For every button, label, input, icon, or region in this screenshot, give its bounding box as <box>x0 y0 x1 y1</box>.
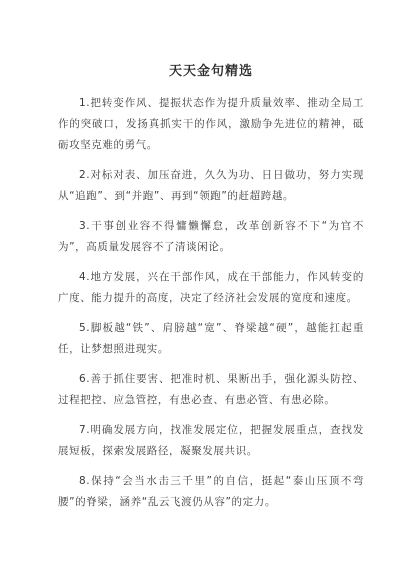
paragraph-1: 1.把转变作风、提振状态作为提升质量效率、推动全局工作的突破口，发扬真抓实干的作风，激励争先进位的精神，砥砺攻坚克难的勇气。 <box>58 97 364 151</box>
paragraph-4: 4.地方发展，兴在干部作风，成在干部能力，作风转变的广度、能力提升的高度，决定了经济社会发展的宽度和速度。 <box>58 271 364 304</box>
paragraph-6: 6.善于抓住要害、把准时机、果断出手，强化源头防控、过程把控、应急管控，有患必查、有患必管、有患必除。 <box>58 373 364 406</box>
paragraph-3: 3.干事创业容不得慵懒懈怠，改革创新容不下“为官不为”，高质量发展容不了清谈闲论。 <box>58 220 364 253</box>
document-title: 天天金句精选 <box>168 64 253 79</box>
paragraph-5: 5.脚板越“铁”、肩膀越“宽”、脊梁越“硬”，越能扛起重任，让梦想照进现实。 <box>58 322 364 355</box>
paragraph-2: 2.对标对表、加压奋进，久久为功、日日做功，努力实现从“追跑”、到“并跑”、再到“领跑”的赶超跨越。 <box>58 169 364 202</box>
paragraph-7: 7.明确发展方向，找准发展定位，把握发展重点，查找发展短板，探索发展路径，凝聚发展共识。 <box>58 424 364 457</box>
paragraph-8: 8.保持“会当水击三千里”的自信，挺起“泰山压顶不弯腰”的脊梁，涵养“乱云飞渡仍从容”的定力。 <box>58 475 364 508</box>
